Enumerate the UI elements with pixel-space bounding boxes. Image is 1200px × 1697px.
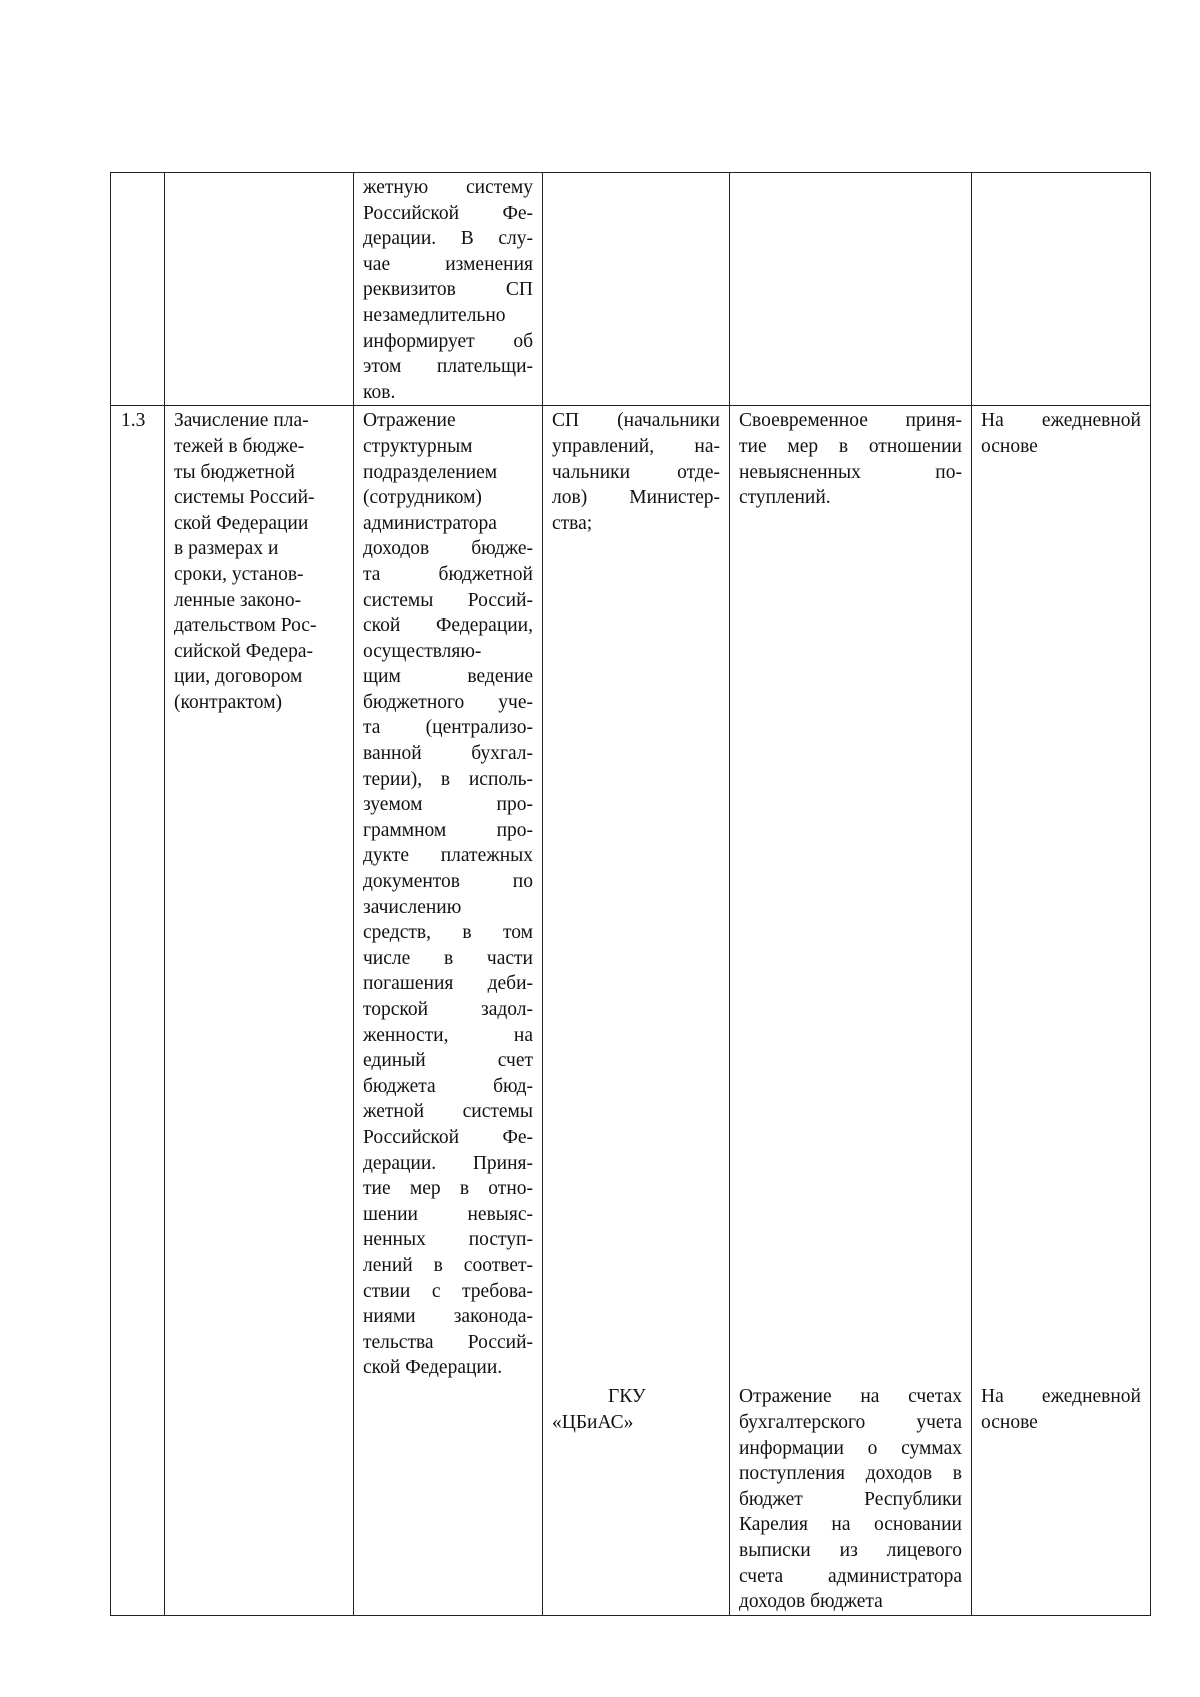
text-line: бюджетного уче- [363,691,533,713]
text-line: На ежедневной [981,1386,1141,1408]
text-line: Зачисление пла- [174,410,309,432]
text-line: реквизитов СП [363,279,533,301]
text-line: дерации. В слу- [363,228,533,250]
text-line: дательством Рос- [174,615,317,637]
action-continued-text [354,173,542,405]
text-line: шении невыяс- [363,1203,533,1225]
text-line: Своевременное приня- [739,410,962,432]
text-line: бюджета бюд- [363,1075,533,1097]
cell-responsible-empty [543,173,730,406]
text-line: информации о суммах [739,1437,962,1459]
text-line: ков. [363,381,396,403]
table-row-1-3 [111,406,1151,1615]
text-line: бюджет Республики [739,1488,962,1510]
cell-period-empty [972,173,1151,406]
text-line: информирует об [363,330,533,352]
text-line: лений в соответ- [363,1254,533,1276]
period-secondary-text [972,1382,1150,1435]
table-row-continued [111,173,1151,406]
text-line: выписки из лицевого [739,1539,962,1561]
text-line: ванной бухгал- [363,743,533,765]
text-line: осуществляю- [363,640,482,662]
row-number: 1.3 [121,410,146,432]
text-line: управлений, на- [552,435,720,457]
text-line: женности, на [363,1024,533,1046]
text-line: погашения деби- [363,973,533,995]
responsible-org-label: ГКУ [608,1386,646,1408]
text-line: доходов бюджета [739,1591,883,1613]
text-line: числе в части [363,947,533,969]
text-line: чае изменения [363,253,533,275]
cell-action [354,406,543,1615]
cell-period [972,406,1151,1615]
text-line: ствии с требова- [363,1280,533,1302]
text-line: Отражение [363,410,456,432]
result-primary-text [730,406,971,510]
text-line: основе [981,1411,1038,1433]
text-line: та бюджетной [363,563,533,585]
responsible-secondary-text [543,1382,729,1435]
cell-responsible [543,406,730,1615]
row-title-text [165,406,353,715]
text-line: зуемом про- [363,794,533,816]
text-line: этом плательщи- [363,356,533,378]
text-line: незамедлительно [363,304,506,326]
cell-action-continued [354,173,543,406]
cell-result [730,406,972,1615]
cell-number-empty [111,173,165,406]
text-line: лов) Министер- [552,487,720,509]
responsible-primary-text [543,406,729,536]
text-line: подразделением [363,461,498,483]
text-line: структурным [363,435,473,457]
text-line: ненных поступ- [363,1229,533,1251]
text-line: системы Россий- [174,487,315,509]
text-line: доходов бюдже- [363,538,533,560]
text-line: тие мер в отношении [739,435,962,457]
result-secondary-text [730,1382,971,1614]
text-line: тие мер в отно- [363,1178,533,1200]
text-line: жетной системы [363,1101,533,1123]
text-line: Отражение на счетах [739,1386,962,1408]
text-line: Российской Фе- [363,202,533,224]
text-line: системы Россий- [363,589,533,611]
text-line: (сотрудником) [363,487,482,509]
text-line: На ежедневной [981,410,1141,432]
text-line: зачислению [363,896,462,918]
text-line: чальники отде- [552,461,720,483]
text-line: Карелия на основании [739,1514,962,1536]
procedure-table [110,172,1151,1616]
text-line: сийской Федера- [174,640,314,662]
text-line: поступления доходов в [739,1463,962,1485]
text-line: невыясненных по- [739,461,962,483]
text-line: тежей в бюдже- [174,435,305,457]
row-action-text [354,406,542,1381]
text-line: ленные законо- [174,589,302,611]
text-line: Российской Фе- [363,1126,533,1148]
text-line: торской задол- [363,999,533,1020]
text-line: в размерах и [174,538,279,560]
text-line: ской Федерации. [363,1357,503,1379]
text-line: (контрактом) [174,691,283,713]
text-line: ской Федерации, [363,615,533,637]
text-line: бухгалтерского учета [739,1411,962,1433]
text-line: дерации. Приня- [363,1152,533,1174]
text-line: ты бюджетной [174,461,295,483]
responsible-org-name: «ЦБиАС» [552,1411,634,1433]
text-line: ции, договором [174,666,303,688]
text-line: сроки, установ- [174,563,304,585]
text-line: щим ведение [363,666,533,688]
text-line: единый счет [363,1050,533,1072]
text-line: граммном про- [363,819,533,841]
cell-number [111,406,165,1615]
text-line: ской Федерации [174,512,309,534]
text-line: тельства Россий- [363,1331,533,1353]
text-line: ства; [552,512,593,534]
text-line: администратора [363,512,497,534]
text-line: та (централизо- [363,717,533,739]
text-line: терии), в исполь- [363,768,533,790]
text-line: документов по [363,871,533,893]
text-line: счета администратора [739,1565,962,1587]
text-line: дукте платежных [363,845,533,867]
text-line: ступлений. [739,487,831,509]
text-line: средств, в том [363,922,533,944]
text-line: ниями законода- [363,1306,533,1328]
text-line: основе [981,435,1038,457]
text-line: жетную систему [363,177,533,198]
cell-title-empty [165,173,354,406]
text-line: СП (начальники [552,410,720,432]
cell-title [165,406,354,1615]
period-primary-text [972,406,1150,459]
cell-result-empty [730,173,972,406]
